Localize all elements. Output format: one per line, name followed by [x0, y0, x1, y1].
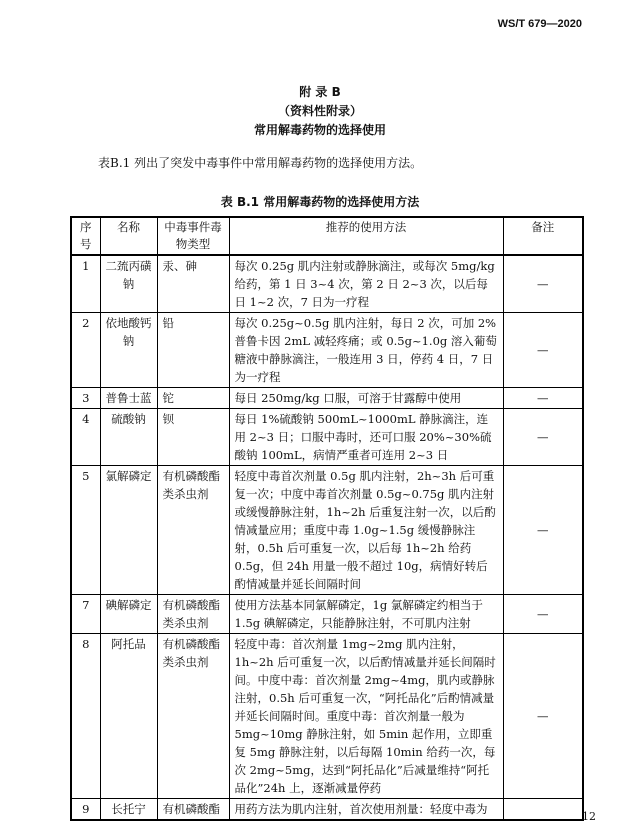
cell-method: 每次 0.25g 肌内注射或静脉滴注，或每次 5mg/kg 给药，第 1 日 3~4 次，第 2 日 2~3 次，以后每日 1~2 次，7 日为一疗程: [229, 255, 503, 313]
cell-no: 7: [71, 595, 100, 634]
cell-no: 1: [71, 255, 100, 313]
cell-type: 铊: [157, 388, 229, 409]
cell-note: [503, 799, 583, 821]
table-row: [71, 388, 583, 409]
cell-note: —: [503, 595, 583, 634]
cell-type: 有机磷酸酯: [157, 799, 229, 821]
cell-name: 碘解磷定: [100, 595, 157, 634]
antidote-table: [70, 216, 584, 821]
table-row: [71, 799, 583, 821]
appendix-title: 附 录 B: [299, 85, 341, 99]
table-row: [71, 595, 583, 634]
cell-type: 铅: [157, 313, 229, 388]
cell-name: 依地酸钙钠: [100, 313, 157, 388]
cell-note: —: [503, 409, 583, 466]
appendix-subtitle: （资料性附录）: [277, 104, 362, 118]
cell-name: 二巯丙磺钠: [100, 255, 157, 313]
cell-method: 轻度中毒首次剂量 0.5g 肌内注射，2h~3h 后可重复一次；中度中毒首次剂量 0.5g~0.75g 肌内注射或缓慢静脉注射，1h~2h 后重复注射一次，以后酌情减量应用；重度中毒 1.0g~1.5g 缓慢静脉注射，0.5h 后可重复一次，以后每 1h~2h 给药 0.5g，但 24h 用量一般不超过 10g，病情好转后酌情减量并延长间隔时间: [229, 466, 503, 595]
cell-name: 阿托品: [100, 634, 157, 799]
header-type: 中毒事件毒物类型: [157, 217, 229, 255]
cell-type: 有机磷酸酯类杀虫剂: [157, 595, 229, 634]
table-row: [71, 634, 583, 799]
table-row: [71, 313, 583, 388]
cell-method: 用药方法为肌内注射，首次使用剂量：轻度中毒为: [229, 799, 503, 821]
cell-type: 有机磷酸酯类杀虫剂: [157, 466, 229, 595]
cell-note: —: [503, 634, 583, 799]
page-number: 12: [582, 810, 596, 823]
cell-note: —: [503, 255, 583, 313]
cell-name: 氯解磷定: [100, 466, 157, 595]
cell-no: 5: [71, 466, 100, 595]
cell-type: 有机磷酸酯类杀虫剂: [157, 634, 229, 799]
cell-no: 8: [71, 634, 100, 799]
header-method: 推荐的使用方法: [229, 217, 503, 255]
standard-code: WS/T 679—2020: [497, 18, 582, 30]
cell-note: —: [503, 466, 583, 595]
cell-no: 4: [71, 409, 100, 466]
table-row: [71, 409, 583, 466]
cell-note: —: [503, 313, 583, 388]
appendix-heading: 常用解毒药物的选择使用: [253, 123, 386, 137]
header-note: 备注: [503, 217, 583, 255]
table-row: [71, 255, 583, 313]
cell-no: 2: [71, 313, 100, 388]
cell-type: 钡: [157, 409, 229, 466]
cell-no: 9: [71, 799, 100, 821]
cell-method: 每日 250mg/kg 口服，可溶于甘露醇中使用: [229, 388, 503, 409]
header-no: 序号: [71, 217, 100, 255]
cell-note: —: [503, 388, 583, 409]
table-header-row: [71, 217, 583, 255]
table-caption: 表 B.1 常用解毒药物的选择使用方法: [220, 195, 420, 209]
cell-method: 每次 0.25g~0.5g 肌内注射，每日 2 次，可加 2%普鲁卡因 2mL 减轻疼痛；或 0.5g~1.0g 溶入葡萄糖液中静脉滴注，一般连用 3 日，停药 4 日，7 日为一疗程: [229, 313, 503, 388]
intro-text: 表B.1 列出了突发中毒事件中常用解毒药物的选择使用方法。: [98, 156, 423, 170]
header-name: 名称: [100, 217, 157, 255]
cell-no: 3: [71, 388, 100, 409]
cell-type: 汞、砷: [157, 255, 229, 313]
cell-name: 长托宁: [100, 799, 157, 821]
cell-method: 每日 1%硫酸钠 500mL~1000mL 静脉滴注，连用 2~3 日；口服中毒时，还可口服 20%~30%硫酸钠 100mL，病情严重者可连用 2~3 日: [229, 409, 503, 466]
cell-name: 硫酸钠: [100, 409, 157, 466]
cell-name: 普鲁士蓝: [100, 388, 157, 409]
cell-method: 使用方法基本同氯解磷定，1g 氯解磷定约相当于 1.5g 碘解磷定，只能静脉注射，不可肌内注射: [229, 595, 503, 634]
cell-method: 轻度中毒：首次剂量 1mg~2mg 肌内注射，1h~2h 后可重复一次，以后酌情减量并延长间隔时间。中度中毒：首次剂量 2mg~4mg，肌内或静脉注射，0.5h 后可重复一次，“阿托品化”后酌情减量并延长间隔时间。重度中毒：首次剂量一般为 5mg~10mg 静脉注射，如 5min 起作用，立即重复 5mg 静脉注射，以后每隔 10min 给药一次，每次 2mg~5mg，达到“阿托品化”后减量维持“阿托品化”24h 上，逐渐减量停药: [229, 634, 503, 799]
table-row: [71, 466, 583, 595]
